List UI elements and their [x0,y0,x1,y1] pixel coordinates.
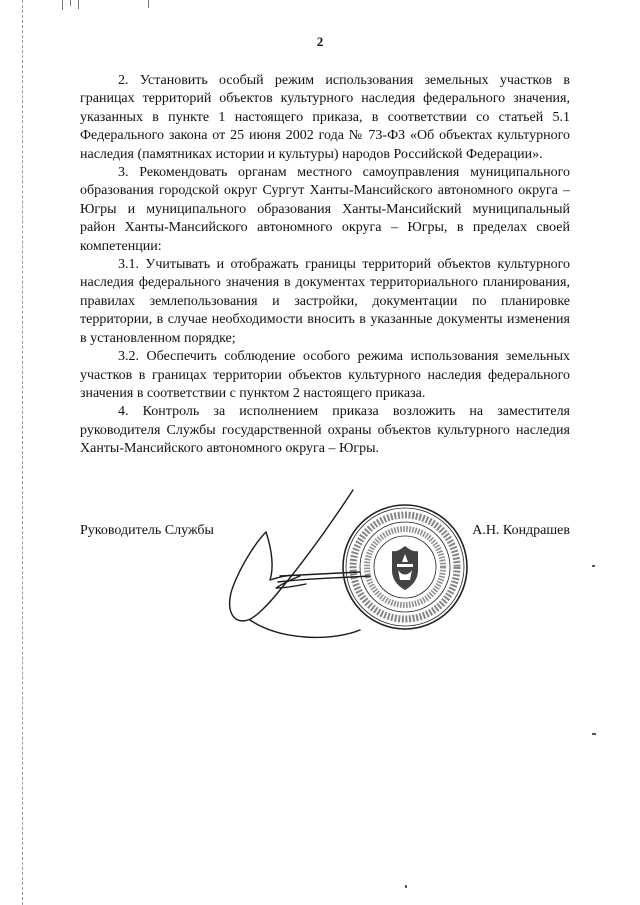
official-seal [340,502,470,632]
left-edge-dashed-line [22,0,23,905]
edge-mark [148,0,149,8]
edge-mark [70,0,71,6]
edge-mark [62,0,63,10]
edge-mark [78,0,79,9]
scan-speck [405,885,407,888]
paragraph-3-1: 3.1. Учитывать и отображать границы территорий объектов культурного наследия федерального значения в документах территориального планирования, правилах землепользования и застройки, документации по планировке территории, в случае необходимости вносить в указанные документы изменения в установленном порядке; [80,257,570,346]
scan-speck [592,565,595,567]
paragraph-4: 4. Контроль за исполнением приказа возложить на заместителя руководителя Службы государственной охраны объектов культурного наследия Ханты-Мансийского автономного округа – Югры. [80,404,570,457]
paragraph-3: 3. Рекомендовать органам местного самоуправления муниципального образования городской округ Сургут Ханты-Мансийского автономного округа – Югры и муниципального образования Ханты-Мансийский муниципальный район Ханты-Мансийского автономного округа – Югры, в пределах своей компетенции: [80,165,570,254]
page-number: 2 [316,34,324,49]
signatory-name: А.Н. Кондрашев [472,523,570,538]
document-body [80,72,570,459]
paragraph-2: 2. Установить особый режим использования земельных участков в границах территорий объектов культурного наследия федерального значения, указанных в пункте 1 настоящего приказа, в соответствии со статьей 5.1 Федерального закона от 25 июня 2002 года № 73-ФЗ «Об объектах культурного наследия (памятниках истории и культуры) народов Российской Федерации». [80,73,570,162]
signatory-title: Руководитель Службы [80,523,214,538]
paragraph-3-2: 3.2. Обеспечить соблюдение особого режима использования земельных участков в границах территории объектов культурного наследия федерального значения в соответствии с пунктом 2 настоящего приказа. [80,349,570,401]
scan-speck [592,733,596,735]
